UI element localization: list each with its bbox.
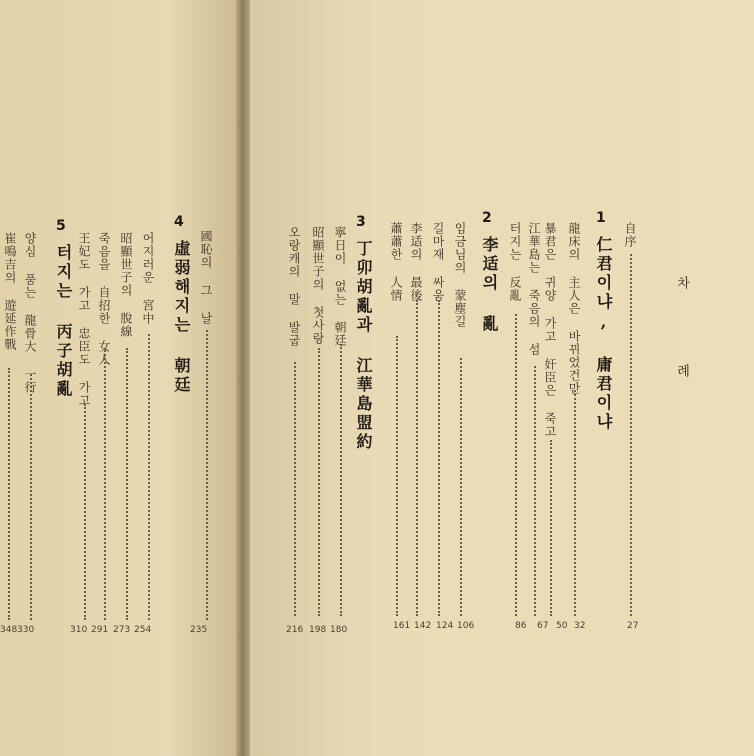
toc-entry: 昭顯世子의 첫사랑: [311, 226, 325, 345]
toc-entry: 길마재 싸움: [431, 222, 445, 302]
page-number: 142: [414, 621, 432, 631]
leader-dots: [84, 404, 86, 620]
page-number: 106: [457, 621, 475, 631]
leader-dots: [515, 314, 517, 616]
leader-dots: [8, 368, 10, 620]
toc-entry: 오랑캐의 말 발굽: [287, 226, 301, 347]
page-number: 330: [17, 625, 35, 635]
page-number: 124: [436, 621, 454, 631]
leader-dots: [294, 362, 296, 616]
chapter-title: 터지는 丙子胡亂: [54, 244, 73, 399]
page-number: 291: [91, 625, 109, 635]
page-number: 86: [515, 621, 527, 631]
leader-dots: [340, 344, 342, 616]
leader-dots: [630, 254, 632, 616]
page-number: 310: [70, 625, 88, 635]
toc-entry: 어지러운 宮中: [141, 232, 155, 325]
leader-dots: [126, 348, 128, 620]
toc-entry: 양심 품는 龍骨大 一行: [23, 232, 37, 394]
toc-entry: 江華島는 죽음의 섬: [527, 222, 541, 356]
toc-entry: 昭顯世子의 脫線: [119, 232, 133, 338]
page-number: 161: [393, 621, 411, 631]
toc-entry: 國恥의 그 날: [199, 230, 213, 325]
leader-dots: [438, 300, 440, 616]
toc-entry: 寧日이 없는 朝廷: [333, 226, 347, 347]
toc-entry: 蕭蕭한 人情: [389, 222, 403, 302]
page-number: 254: [134, 625, 152, 635]
toc-entry: 崔鳴吉의 遊延作戰: [3, 232, 17, 351]
leader-dots: [206, 330, 208, 620]
leader-dots: [550, 440, 552, 616]
leader-dots: [396, 336, 398, 616]
toc-entry: 터지는 反亂: [508, 222, 522, 302]
leader-dots: [148, 334, 150, 620]
page-number: 67: [537, 621, 549, 631]
leader-dots: [30, 374, 32, 620]
leader-dots: [460, 358, 462, 616]
toc-entry: 李适의 最後: [409, 222, 423, 302]
chapter-number: 2: [482, 210, 492, 226]
page-number: 180: [330, 625, 348, 635]
toc-title: 차 례: [674, 276, 689, 407]
leader-dots: [318, 348, 320, 616]
chapter-title: 虛弱해지는 朝廷: [172, 240, 191, 395]
toc-entry: 龍床의 主人은 바뀌었건만: [567, 222, 581, 395]
toc-entry: 죽음을 自招한 女人: [97, 232, 111, 366]
toc-entry: 임금님의 蒙塵길: [453, 222, 467, 328]
toc-entry: 暴君은 귀양 가고 奸臣은 죽고: [543, 222, 557, 438]
leader-dots: [104, 350, 106, 620]
chapter-number: 5: [56, 218, 66, 234]
toc-entry: 王妃도 가고 忠臣도 가고: [77, 232, 91, 407]
page-number: 273: [113, 625, 131, 635]
leader-dots: [534, 366, 536, 616]
book-gutter: [236, 0, 250, 756]
page-number: 216: [286, 625, 304, 635]
page-number: 32: [574, 621, 586, 631]
leader-dots: [574, 390, 576, 616]
chapter-number: 3: [356, 214, 366, 230]
chapter-number: 1: [596, 210, 606, 226]
chapter-number: 4: [174, 214, 184, 230]
page-number: 50: [556, 621, 568, 631]
chapter-title: 李适의 亂: [480, 236, 499, 334]
leader-dots: [416, 300, 418, 616]
chapter-title: 仁君이냐, 庸君이냐: [594, 236, 613, 432]
page-number: 27: [627, 621, 639, 631]
page-number: 198: [309, 625, 327, 635]
page-number: 348: [0, 625, 18, 635]
chapter-title: 丁卯胡亂과 江華島盟約: [354, 240, 373, 452]
preface-title: 自序: [623, 222, 637, 248]
page-number: 235: [190, 625, 208, 635]
